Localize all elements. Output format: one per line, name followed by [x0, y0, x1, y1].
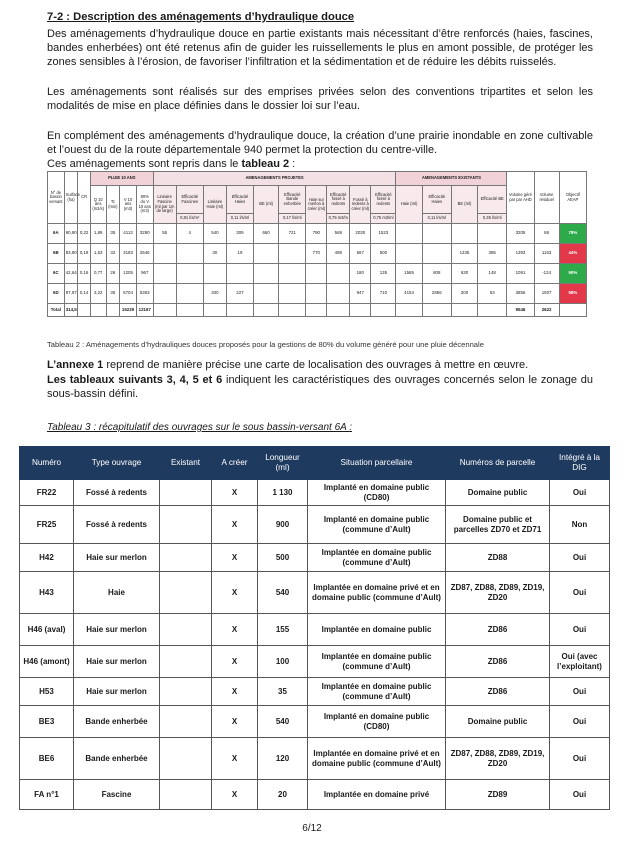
t2-cell: 770 — [306, 244, 327, 264]
t3-cell-existant — [160, 614, 212, 646]
t2-cell: 489 — [327, 244, 350, 264]
t2-cell: 83,90 — [64, 244, 78, 264]
t3-cell-integre-dig: Oui — [550, 780, 610, 810]
t2-header-vol-residuel: Volume résiduel — [534, 172, 559, 224]
table-row — [20, 480, 610, 506]
t3-cell-a-creer: X — [212, 646, 258, 678]
t3-cell-type-ouvrage: Bande enherbée — [74, 706, 160, 738]
t2-cell: 86 — [534, 224, 559, 244]
table-row — [20, 506, 610, 544]
t2-cell: 12167 — [136, 304, 153, 317]
t2-sub-ex-haie: 0,11 l/s/ml — [422, 214, 451, 224]
t2-cell: 1153 — [534, 244, 559, 264]
t3-cell-numeros-parcelle: ZD88 — [446, 544, 550, 572]
t3-cell-numero: H53 — [20, 678, 74, 706]
t2-group-projetes: AMENAGEMENTS PROJETES — [153, 172, 396, 186]
t3-header-numero: Numéro — [20, 447, 74, 480]
t2-data-row — [48, 284, 587, 304]
t2-cell — [306, 284, 327, 304]
t2-cell: 6B — [48, 244, 65, 264]
t2-sub-merlon: 0,75 m3/m — [327, 214, 350, 224]
t2-header-lin-fascine: Linéaire Fascine (ml par 1m de large) — [153, 186, 176, 224]
t3-cell-integre-dig: Oui (avec l’exploitant) — [550, 646, 610, 678]
t2-cell — [279, 244, 306, 264]
t2-cell — [254, 304, 279, 317]
t2-cell: 4113 — [120, 224, 137, 244]
t2-cell — [254, 244, 279, 264]
t3-cell-type-ouvrage: Fascine — [74, 780, 160, 810]
t3-cell-numeros-parcelle: Domaine public et parcelles ZD70 et ZD71 — [446, 506, 550, 544]
table-3 — [19, 446, 610, 810]
t3-cell-a-creer: X — [212, 614, 258, 646]
t2-data-row — [48, 244, 587, 264]
t2-cell: -124 — [534, 264, 559, 284]
t2-cell — [153, 304, 176, 317]
t2-cell: 5363 — [136, 284, 153, 304]
t2-cell — [327, 284, 350, 304]
t2-cell — [279, 284, 306, 304]
t2-cell — [559, 304, 586, 317]
t2-cell: 19 — [226, 244, 253, 264]
t2-cell: 314,5 — [64, 304, 78, 317]
paragraph-1: Des aménagements d’hydraulique douce en partie existants mais nécessitant d’être renforcés (haies, fascines, bandes enherbées) ont été retenus afin de guider les ruissellements le plus en amont possible, de protéger les zones sensibles à l’érosion, de favoriser l’infiltration et la sédimentation et de réduire les débits ruisselés. — [47, 28, 593, 69]
t2-cell: 1393 — [507, 244, 534, 264]
table-row — [20, 572, 610, 614]
t3-cell-existant — [160, 646, 212, 678]
t2-cell — [254, 264, 279, 284]
t2-cell — [327, 304, 350, 317]
t2-header-eff-fascines: Efficacité Fascines — [176, 186, 203, 214]
t2-cell — [176, 304, 203, 317]
t3-header-existant: Existant — [160, 447, 212, 480]
t3-cell-longueur: 500 — [258, 544, 308, 572]
t2-cell — [422, 304, 451, 317]
t2-cell — [451, 224, 477, 244]
t2-cell — [226, 304, 253, 317]
t2-cell: 630 — [451, 264, 477, 284]
paragraph-3: En complément des aménagements d’hydraulique douce, la création d’une prairie inondable en zone cultivable et l’ouest du de la route départementale 940 permet la protection du centre-ville. — [47, 130, 593, 157]
t2-cell: 58% — [559, 284, 586, 304]
t2-cell — [306, 304, 327, 317]
t2-cell: 309 — [226, 224, 253, 244]
t2-header-cr: CR — [78, 172, 91, 224]
t2-cell: 385 — [478, 244, 507, 264]
t2-cell: 227 — [226, 284, 253, 304]
t2-header-pct-v10: 80% du V 10 ans (m3) — [136, 186, 153, 224]
t2-cell: 947 — [350, 284, 371, 304]
t2-data-row — [48, 224, 587, 244]
t3-cell-a-creer: X — [212, 780, 258, 810]
t2-group-existants: AMENAGEMENTS EXISTANTS — [396, 172, 507, 186]
t3-cell-situation-parcellaire: Implantée en domaine public (commune d’Ault) — [308, 646, 446, 678]
t2-cell: 148 — [478, 264, 507, 284]
paragraph-5 — [47, 358, 593, 372]
t3-cell-a-creer: X — [212, 738, 258, 780]
table-row — [20, 544, 610, 572]
t2-cell: 97,97 — [64, 284, 78, 304]
t2-cell: 63 — [478, 284, 507, 304]
t3-cell-existant — [160, 780, 212, 810]
t2-cell — [203, 304, 226, 317]
t2-cell: 967 — [136, 264, 153, 284]
t3-cell-situation-parcellaire: Implanté en domaine public (CD80) — [308, 480, 446, 506]
t2-header-eff-fosse: Efficacité fossé à redents — [371, 186, 396, 214]
t2-header-ex-be: BE (ml) — [451, 186, 477, 224]
t2-cell: 6A — [48, 224, 65, 244]
table-row — [20, 780, 610, 810]
t3-header-type-ouvrage: Type ouvrage — [74, 447, 160, 480]
t2-header-objectif: Objectif AEAP — [559, 172, 586, 224]
t3-cell-a-creer: X — [212, 678, 258, 706]
t2-cell: 1335 — [451, 244, 477, 264]
t3-header-integre-dig: Intégré à la DIG — [550, 447, 610, 480]
t3-cell-numeros-parcelle: ZD89 — [446, 780, 550, 810]
t2-cell: 0,22 — [78, 224, 91, 244]
t2-cell: 500 — [371, 244, 396, 264]
t2-cell: 15229 — [120, 304, 137, 317]
t2-cell: 1565 — [396, 264, 422, 284]
t2-cell: 569 — [327, 224, 350, 244]
t3-cell-numero: FR22 — [20, 480, 74, 506]
paragraph-5-bold: L’annexe 1 — [47, 359, 104, 371]
t3-cell-existant — [160, 678, 212, 706]
t2-cell: 0,14 — [78, 284, 91, 304]
t2-cell — [90, 304, 106, 317]
t2-header-eff-bande: Efficacité Bande enherbée — [279, 186, 306, 214]
t2-cell — [350, 304, 371, 317]
t2-cell: 26 — [106, 264, 120, 284]
t2-cell — [451, 304, 477, 317]
t2-body — [48, 224, 587, 317]
t2-cell: 0,77 — [90, 264, 106, 284]
t2-cell: 330 — [203, 284, 226, 304]
t2-cell — [396, 224, 422, 244]
t2-cell: 3183 — [120, 244, 137, 264]
t3-cell-a-creer: X — [212, 506, 258, 544]
table-row — [20, 678, 610, 706]
t2-cell: 32 — [106, 244, 120, 264]
t2-cell — [396, 244, 422, 264]
t3-cell-type-ouvrage: Haie sur merlon — [74, 678, 160, 706]
t3-cell-integre-dig: Oui — [550, 544, 610, 572]
t3-cell-a-creer: X — [212, 480, 258, 506]
t2-cell — [176, 264, 203, 284]
t2-cell: 808 — [422, 264, 451, 284]
table-3-title: Tableau 3 : récapitulatif des ouvrages sur le sous bassin-versant 6A : — [47, 422, 352, 433]
t3-cell-numeros-parcelle: ZD87, ZD88, ZD89, ZD19, ZD20 — [446, 572, 550, 614]
t2-cell: 4154 — [396, 284, 422, 304]
t3-cell-longueur: 35 — [258, 678, 308, 706]
t3-cell-numeros-parcelle: ZD86 — [446, 678, 550, 706]
t2-cell: 1091 — [507, 264, 534, 284]
t2-cell: 200 — [451, 284, 477, 304]
t2-cell — [327, 264, 350, 284]
t3-cell-longueur: 100 — [258, 646, 308, 678]
t2-cell — [106, 304, 120, 317]
t2-header-vol-gere: Volume géré par par AHD — [507, 172, 534, 224]
t3-header-longueur: Longueur (ml) — [258, 447, 308, 480]
t2-cell: 90,90 — [64, 224, 78, 244]
t2-cell: 2856 — [422, 284, 451, 304]
t3-cell-numeros-parcelle: ZD86 — [446, 614, 550, 646]
t3-cell-a-creer: X — [212, 706, 258, 738]
t3-cell-numero: H42 — [20, 544, 74, 572]
t2-cell — [478, 224, 507, 244]
t2-cell: 0,16 — [78, 264, 91, 284]
t2-cell — [422, 224, 451, 244]
table-row — [20, 738, 610, 780]
t2-cell — [153, 244, 176, 264]
t2-cell: 1523 — [371, 224, 396, 244]
table-row — [20, 706, 610, 738]
t2-cell: 3205 — [507, 224, 534, 244]
t3-cell-numero: H46 (aval) — [20, 614, 74, 646]
t2-header-ex-eff-be: Efficacité BE — [478, 186, 507, 214]
t3-cell-existant — [160, 544, 212, 572]
page-number: 6/12 — [302, 823, 322, 834]
t3-cell-numero: BE3 — [20, 706, 74, 738]
t2-cell: 3856 — [507, 284, 534, 304]
t3-cell-integre-dig: Non — [550, 506, 610, 544]
t3-cell-numero: H46 (amont) — [20, 646, 74, 678]
t2-cell: 3,22 — [90, 284, 106, 304]
t2-sub-ex-be: 0,35 l/s/ml — [478, 214, 507, 224]
t2-cell — [78, 304, 91, 317]
t2-data-row — [48, 264, 587, 284]
t2-cell: 44% — [559, 244, 586, 264]
t3-cell-numeros-parcelle: ZD87, ZD88, ZD89, ZD19, ZD20 — [446, 738, 550, 780]
t3-cell-type-ouvrage: Bande enherbée — [74, 738, 160, 780]
t3-body — [20, 480, 610, 810]
t3-cell-situation-parcellaire: Implantée en domaine public (commune d’Ault) — [308, 544, 446, 572]
t3-cell-numero: FR25 — [20, 506, 74, 544]
t3-cell-existant — [160, 506, 212, 544]
t3-cell-situation-parcellaire: Implantée en domaine public (commune d’Ault) — [308, 678, 446, 706]
t3-cell-situation-parcellaire: Implanté en domaine public (commune d’Ault) — [308, 506, 446, 544]
paragraph-6 — [47, 373, 593, 401]
t2-cell — [306, 264, 327, 284]
t3-header-a-creer: A créer — [212, 447, 258, 480]
t2-cell — [279, 264, 306, 284]
t2-cell: 2546 — [136, 244, 153, 264]
t2-cell — [203, 264, 226, 284]
t3-cell-numero: H43 — [20, 572, 74, 614]
t2-cell: Total — [48, 304, 65, 317]
t2-cell: 55 — [153, 224, 176, 244]
t3-cell-integre-dig: Oui — [550, 572, 610, 614]
t2-total-row — [48, 304, 587, 317]
t2-cell: 1,89 — [90, 224, 106, 244]
t3-cell-situation-parcellaire: Implanté en domaine public (CD80) — [308, 706, 446, 738]
t2-cell: 4 — [176, 224, 203, 244]
t2-sub-haie: 0,11 l/s/ml — [226, 214, 253, 224]
paragraph-4-end: : — [289, 158, 296, 170]
t2-header-v10: V 10 ans (m3) — [120, 186, 137, 224]
t3-header-situation-parcellaire: Situation parcellaire — [308, 447, 446, 480]
table-row — [20, 646, 610, 678]
t3-cell-longueur: 540 — [258, 572, 308, 614]
t3-cell-numero: BE6 — [20, 738, 74, 780]
t2-cell: 1,63 — [90, 244, 106, 264]
t3-cell-type-ouvrage: Haie sur merlon — [74, 544, 160, 572]
t3-cell-longueur: 540 — [258, 706, 308, 738]
t3-cell-integre-dig: Oui — [550, 706, 610, 738]
t3-cell-integre-dig: Oui — [550, 614, 610, 646]
t3-cell-longueur: 155 — [258, 614, 308, 646]
t2-cell — [153, 284, 176, 304]
t2-header-ex-eff-haies: Efficacité Haies — [422, 186, 451, 214]
paragraph-2: Les aménagements sont réalisés sur des emprises privées selon des conventions tripartites et selon les modalités de mise en place définies dans le dossier loi sur l’eau. — [47, 86, 593, 113]
paragraph-5-text: reprend de manière précise une carte de localisation des ouvrages à mettre en œuvre. — [103, 359, 529, 371]
t2-cell: 42,64 — [64, 264, 78, 284]
t3-cell-existant — [160, 738, 212, 780]
t2-cell: 2030 — [350, 224, 371, 244]
paragraph-4 — [47, 157, 593, 171]
t2-cell — [176, 244, 203, 264]
t2-cell: 2622 — [534, 304, 559, 317]
t3-cell-numero: FA n°1 — [20, 780, 74, 810]
t3-cell-numeros-parcelle: ZD86 — [446, 646, 550, 678]
t2-sub-fosse: 0,75 m3/ml — [371, 214, 396, 224]
t3-cell-integre-dig: Oui — [550, 738, 610, 780]
t2-cell — [176, 284, 203, 304]
t3-cell-longueur: 20 — [258, 780, 308, 810]
t2-header-eff-haies: Efficacité Haies — [226, 186, 253, 214]
t2-cell — [153, 264, 176, 284]
t3-cell-longueur: 120 — [258, 738, 308, 780]
t2-header-ex-haie: Haie (ml) — [396, 186, 422, 224]
table-2-caption: Tableau 2 : Aménagements d’hydrauliques douces proposés pour la gestions de 80% du volume généré pour une pluie décennale — [47, 340, 484, 349]
t2-cell: 35 — [106, 284, 120, 304]
t2-cell: 3290 — [136, 224, 153, 244]
t3-cell-numeros-parcelle: Domaine public — [446, 706, 550, 738]
t2-cell: 710 — [371, 284, 396, 304]
t3-cell-existant — [160, 480, 212, 506]
t3-cell-existant — [160, 572, 212, 614]
section-title: 7-2 : Description des aménagements d’hydraulique douce — [47, 11, 355, 23]
t2-cell: 35 — [106, 224, 120, 244]
paragraph-6-bold: Les tableaux suivants 3, 4, 5 et 6 — [47, 374, 223, 386]
t3-cell-numeros-parcelle: Domaine public — [446, 480, 550, 506]
t3-cell-situation-parcellaire: Implantée en domaine public — [308, 614, 446, 646]
t3-cell-type-ouvrage: Haie sur merlon — [74, 614, 160, 646]
t2-cell: 6704 — [120, 284, 137, 304]
paragraph-4-bold: tableau 2 — [241, 158, 290, 170]
t3-cell-type-ouvrage: Haie — [74, 572, 160, 614]
t2-cell: 667 — [350, 244, 371, 264]
t3-cell-situation-parcellaire: Implantée en domaine privé — [308, 780, 446, 810]
t3-cell-type-ouvrage: Fossé à redents — [74, 480, 160, 506]
t3-cell-longueur: 900 — [258, 506, 308, 544]
t2-cell: 135 — [371, 264, 396, 284]
t2-cell — [478, 304, 507, 317]
t2-cell — [396, 304, 422, 317]
t2-header-bv: N° de bassin versant — [48, 172, 65, 224]
t2-cell: 90% — [559, 264, 586, 284]
t2-cell: 1507 — [534, 284, 559, 304]
t3-cell-integre-dig: Oui — [550, 480, 610, 506]
paragraph-6-text: indiquent les caractéristiques des ouvrages concernés selon le zonage du sous-bassin défini. — [47, 374, 594, 401]
t2-cell: 660 — [254, 224, 279, 244]
t2-header-tc: Tc (min) — [106, 186, 120, 224]
t2-cell: 9546 — [507, 304, 534, 317]
t2-cell: 6D — [48, 284, 65, 304]
t2-cell — [422, 244, 451, 264]
t2-cell: 0,19 — [78, 244, 91, 264]
table-row — [20, 614, 610, 646]
t3-header-row — [20, 447, 610, 480]
t2-cell: 790 — [306, 224, 327, 244]
t2-sub-fascine: 0,81 l/s/m² — [176, 214, 203, 224]
t3-cell-situation-parcellaire: Implantée en domaine privé et en domaine public (commune d’Ault) — [308, 572, 446, 614]
t3-cell-type-ouvrage: Fossé à redents — [74, 506, 160, 544]
t3-cell-longueur: 1 130 — [258, 480, 308, 506]
t2-cell: 1205 — [120, 264, 137, 284]
t3-cell-type-ouvrage: Haie sur merlon — [74, 646, 160, 678]
t2-sub-bande: 0,17 l/s/ml — [279, 214, 306, 224]
table-2 — [47, 171, 587, 317]
t3-cell-existant — [160, 706, 212, 738]
t2-cell — [254, 284, 279, 304]
t2-header-surface: Surface (ha) — [64, 172, 78, 224]
t2-group-pluie: PLUIE 10 ANS — [90, 172, 153, 186]
t3-cell-a-creer: X — [212, 572, 258, 614]
t3-cell-a-creer: X — [212, 544, 258, 572]
t2-header-be: BE (ml) — [254, 186, 279, 224]
t2-header-fosse-redents: Fossé à redents à créer (ml) — [350, 186, 371, 224]
t2-cell — [279, 304, 306, 317]
t2-cell — [226, 264, 253, 284]
t2-cell — [371, 304, 396, 317]
t2-cell: 30 — [203, 244, 226, 264]
t2-cell: 180 — [350, 264, 371, 284]
paragraph-4-text: Ces aménagements sont repris dans le — [47, 158, 242, 170]
t2-cell: 540 — [203, 224, 226, 244]
t2-header-q10: Q 10 ans (m3/s) — [90, 186, 106, 224]
t3-cell-situation-parcellaire: Implantée en domaine privé et en domaine public (commune d’Ault) — [308, 738, 446, 780]
t2-cell: 721 — [279, 224, 306, 244]
t3-cell-integre-dig: Oui — [550, 678, 610, 706]
t2-cell: 78% — [559, 224, 586, 244]
t2-header-lin-haie: Linéaire Haie (ml) — [203, 186, 226, 224]
t3-header-numeros-parcelle: Numéros de parcelle — [446, 447, 550, 480]
t2-header-haie-merlon: Haie sur merlon à créer (ml) — [306, 186, 327, 224]
t2-header-eff-merlon: Efficacité fossé à redents — [327, 186, 350, 214]
t2-cell: 6C — [48, 264, 65, 284]
